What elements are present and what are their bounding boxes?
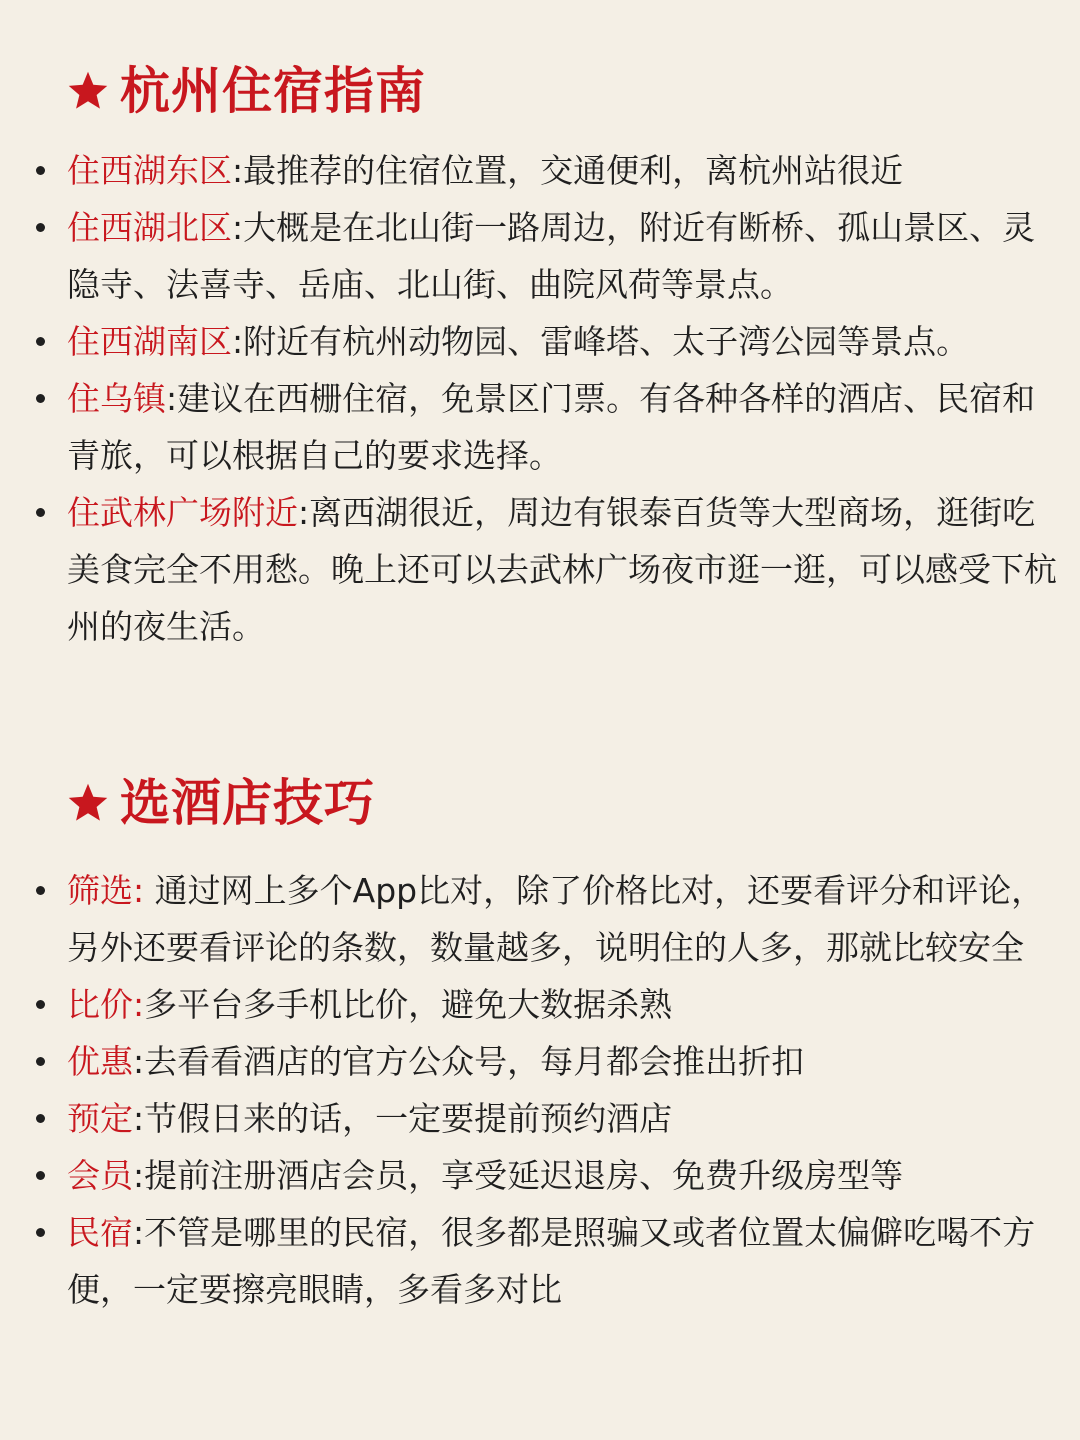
- item-key: 会员: [67, 1156, 133, 1195]
- bullet-dot: [36, 166, 45, 175]
- item-text: :最推荐的住宿位置，交通便利，离杭州站很近: [232, 151, 904, 190]
- list-item: [0, 1204, 1080, 1318]
- bullet-dot: [36, 508, 45, 517]
- star-icon: [66, 781, 110, 825]
- item-text: 通过网上多个App比对，除了价格比对，还要看评分和评论，另外还要看评论的条数，数量越多，说明住的人多，那就比较安全: [67, 871, 1045, 967]
- list-item: [0, 484, 1080, 655]
- item-key: 民宿: [67, 1213, 133, 1252]
- hotel-tips-list: [0, 862, 1080, 1318]
- list-item: [0, 370, 1080, 484]
- list-item: [0, 199, 1080, 313]
- list-item: [0, 142, 1080, 199]
- section-title: 杭州住宿指南: [120, 62, 426, 120]
- item-key: 住西湖东区: [67, 151, 232, 190]
- item-key: 住西湖北区: [67, 208, 232, 247]
- bullet-dot: [36, 1114, 45, 1123]
- bullet-dot: [36, 1228, 45, 1237]
- item-text: :提前注册酒店会员，享受延迟退房、免费升级房型等: [133, 1156, 904, 1195]
- section-heading: [66, 56, 1080, 126]
- bullet-dot: [36, 337, 45, 346]
- bullet-dot: [36, 886, 45, 895]
- section-hotel-tips: [0, 768, 1080, 1318]
- item-text: :节假日来的话，一定要提前预约酒店: [133, 1099, 673, 1138]
- list-item: [0, 1147, 1080, 1204]
- bullet-dot: [36, 1000, 45, 1009]
- accommodation-list: [0, 142, 1080, 655]
- item-key: 住武林广场附近: [67, 493, 298, 532]
- section-heading: [66, 768, 1080, 838]
- list-item: [0, 1090, 1080, 1147]
- item-text: :大概是在北山街一路周边，附近有断桥、孤山景区、灵隐寺、法喜寺、岳庙、北山街、曲院风荷等景点。: [67, 208, 1036, 304]
- item-text: :离西湖很近，周边有银泰百货等大型商场，逛街吃美食完全不用愁。晚上还可以去武林广场夜市逛一逛，可以感受下杭州的夜生活。: [67, 493, 1057, 646]
- item-text: :去看看酒店的官方公众号，每月都会推出折扣: [133, 1042, 805, 1081]
- item-key: 预定: [67, 1099, 133, 1138]
- list-item: [0, 976, 1080, 1033]
- section-title: 选酒店技巧: [120, 774, 375, 832]
- list-item: [0, 313, 1080, 370]
- section-accommodation-guide: [0, 56, 1080, 655]
- item-text: :附近有杭州动物园、雷峰塔、太子湾公园等景点。: [232, 322, 970, 361]
- list-item: [0, 1033, 1080, 1090]
- item-text: :建议在西栅住宿，免景区门票。有各种各样的酒店、民宿和青旅，可以根据自己的要求选择。: [67, 379, 1036, 475]
- item-key: 比价:: [67, 985, 145, 1024]
- item-key: 筛选:: [67, 871, 145, 910]
- bullet-dot: [36, 1057, 45, 1066]
- list-item: [0, 862, 1080, 976]
- item-key: 优惠: [67, 1042, 133, 1081]
- bullet-dot: [36, 1171, 45, 1180]
- bullet-dot: [36, 394, 45, 403]
- item-key: 住乌镇: [67, 379, 166, 418]
- item-key: 住西湖南区: [67, 322, 232, 361]
- item-text: :不管是哪里的民宿，很多都是照骗又或者位置太偏僻吃喝不方便，一定要擦亮眼睛，多看多对比: [67, 1213, 1036, 1309]
- item-text: 多平台多手机比价，避免大数据杀熟: [144, 985, 673, 1024]
- star-icon: [66, 69, 110, 113]
- bullet-dot: [36, 223, 45, 232]
